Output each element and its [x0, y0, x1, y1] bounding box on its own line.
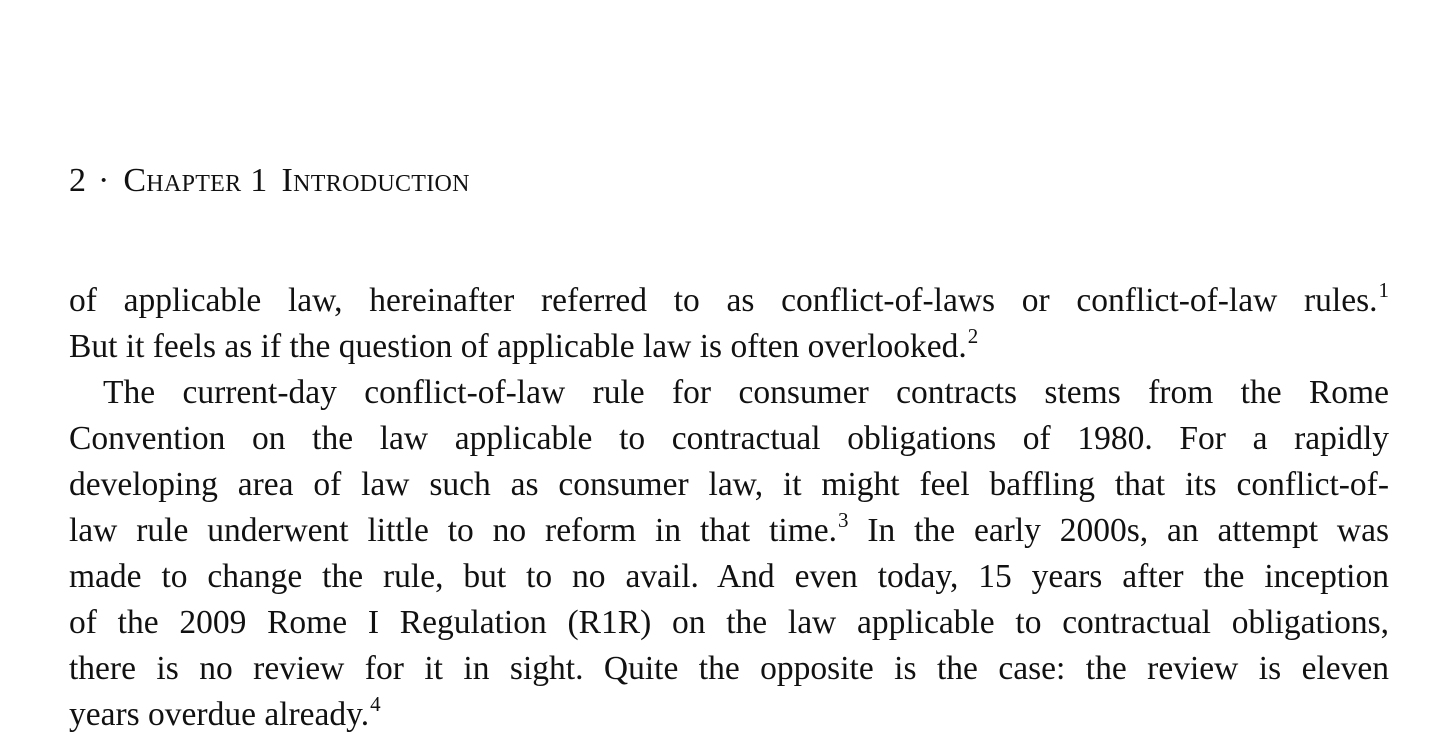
- line-text: there is no review for it in sight. Quite the opposite is the case: the review is eleven: [69, 650, 1389, 687]
- text-line: [69, 278, 1389, 324]
- line-text: law rule underwent little to no reform in that time.: [69, 512, 837, 549]
- text-line: [69, 646, 1389, 692]
- line-text: developing area of law such as consumer law, it might feel baffling that its conflict-of-: [69, 466, 1389, 503]
- page-number: 2: [69, 162, 86, 199]
- text-line: [69, 692, 1389, 738]
- line-text: The current-day conflict-of-law rule for consumer contracts stems from the Rome: [103, 374, 1389, 411]
- line-text: But it feels as if the question of applicable law is often overlooked.: [69, 328, 967, 365]
- footnote-marker[interactable]: 2: [967, 324, 979, 348]
- footnote-marker[interactable]: 4: [370, 692, 381, 716]
- footnote-marker[interactable]: 3: [838, 508, 849, 532]
- text-line: [69, 462, 1389, 508]
- body-text: [69, 278, 1389, 738]
- line-text: of the 2009 Rome I Regulation (R1R) on the law applicable to contractual obligations,: [69, 604, 1389, 641]
- text-line: [69, 508, 1389, 554]
- text-line: [69, 600, 1389, 646]
- text-line: [69, 324, 1389, 370]
- running-head: [69, 158, 470, 204]
- chapter-title: Introduction: [281, 162, 470, 199]
- running-head-separator: ·: [98, 162, 110, 199]
- line-text: In the early 2000s, an attempt was: [848, 512, 1389, 549]
- text-line: [69, 554, 1389, 600]
- text-line: [69, 370, 1389, 416]
- footnote-marker[interactable]: 1: [1378, 278, 1389, 302]
- line-text: of applicable law, hereinafter referred to as conflict-of-laws or conflict-of-law rules.: [69, 282, 1378, 319]
- text-line: [69, 416, 1389, 462]
- chapter-label: Chapter 1: [123, 162, 268, 199]
- line-text: Convention on the law applicable to contractual obligations of 1980. For a rapidly: [69, 420, 1389, 457]
- line-text: made to change the rule, but to no avail. And even today, 15 years after the inception: [69, 558, 1389, 595]
- line-text: years overdue already.: [69, 696, 370, 733]
